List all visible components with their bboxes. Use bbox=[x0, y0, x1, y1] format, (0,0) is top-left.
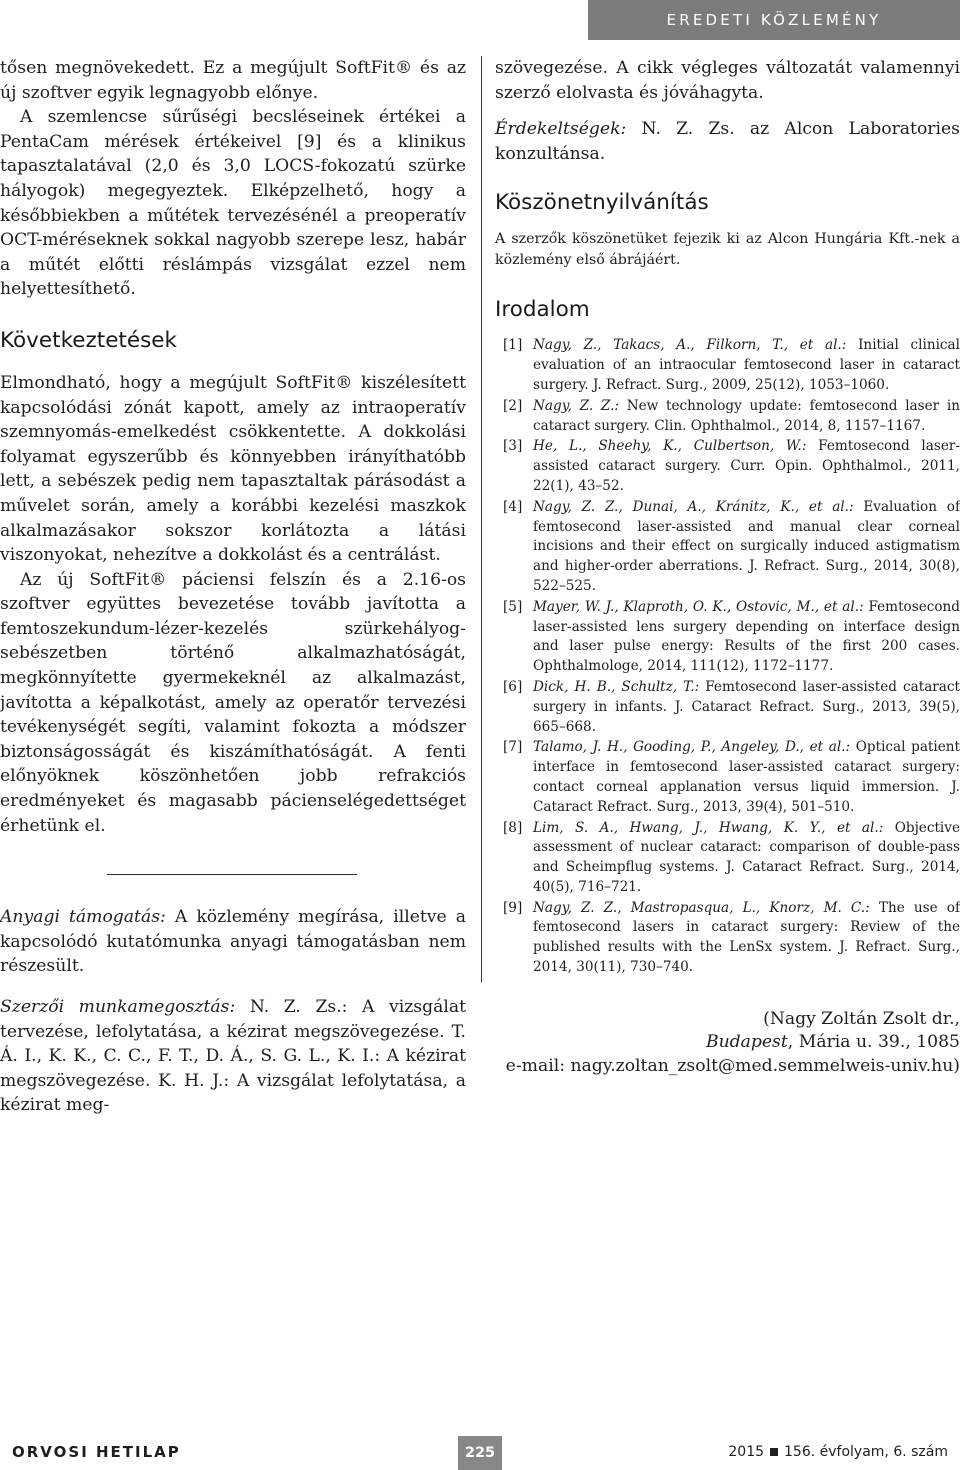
left-column bbox=[0, 56, 466, 1118]
reference-text: Femtosecond laser-assisted cataract surgery. Curr. Opin. Ophthalmol., 2011, 22(1), 43–52. bbox=[533, 438, 960, 494]
address-street: , Mária u. 39., 1085 bbox=[787, 1032, 960, 1053]
reference-number: [4] bbox=[503, 498, 523, 515]
address-email: e-mail: nagy.zoltan_zsolt@med.semmelweis-univ.hu) bbox=[505, 1055, 960, 1076]
interest-label: Érdekeltségek: bbox=[495, 119, 627, 140]
continued-text: szövegezése. A cikk végleges változatát valamennyi szerző elolvasta és jóváhagyta. bbox=[495, 58, 960, 103]
conclusions-heading: Következtetések bbox=[0, 327, 177, 353]
funding-label: Anyagi támogatás: bbox=[0, 907, 166, 928]
reference-authors: Talamo, J. H., Gooding, P., Angeley, D., et al.: bbox=[533, 739, 851, 756]
reference-number: [3] bbox=[503, 438, 523, 455]
issue-info bbox=[728, 1444, 948, 1460]
section-label: EREDETI KÖZLEMÉNY bbox=[588, 0, 960, 40]
reference-item bbox=[495, 738, 960, 817]
paragraph-3: Elmondható, hogy a megújult SoftFit® kiszélesített kapcsolódási zónát kapott, amely az intraoperatív szemnyomás-emelkedést csökkentette. A dokkolási folyamat egyszerűbb és könnyebben irányíthatóbb lett, a sebészek pedig nem tapasztaltak párásodást a művelet során, amely a korábbi kezelési maszkok alkalmazásakor sokszor korlátozta a látási viszonyokat, nehezítve a dokkolást és a centrálást. bbox=[0, 372, 466, 566]
reference-authors: Nagy, Z. Z., Mastropasqua, L., Knorz, M. C.: bbox=[533, 899, 870, 916]
acknowledgement-text: A szerzők köszönetüket fejezik ki az Alcon Hungária Kft.-nek a közlemény első ábrájáért. bbox=[495, 231, 960, 269]
authors-text: N. Z. Zs.: A vizsgálat tervezése, lefolytatása, a kézirat megszövegezése. T. Á. I., K. K., C. C., F. T., D. Á., S. G. L., K. I.: A kézirat megszövegezése. K. H. J.: A vizsgálat lefolytatása, a kézirat meg- bbox=[0, 997, 466, 1116]
reference-text: Evaluation of femtosecond laser-assisted and manual clear corneal incisions and their effect on surgically induced astigmatism and higher-order aberrations. J. Refract. Surg., 2014, 30(8), 522–525. bbox=[533, 498, 960, 594]
reference-authors: Dick, H. B., Schultz, T.: bbox=[533, 678, 700, 695]
reference-number: [7] bbox=[503, 739, 523, 756]
funding-statement bbox=[0, 905, 466, 979]
reference-item bbox=[495, 819, 960, 898]
authors-label: Szerzői munkamegosztás: bbox=[0, 997, 236, 1017]
page-number: 225 bbox=[458, 1436, 502, 1470]
issue-year: 2015 bbox=[728, 1444, 765, 1460]
reference-text: Femtosecond laser-assisted cataract surgery in infants. J. Cataract Refract. Surg., 2013, 39(5), 665–668. bbox=[533, 678, 960, 735]
reference-number: [1] bbox=[503, 337, 523, 354]
reference-text: Objective assessment of nuclear cataract: comparison of double-pass and Scheimpflug systems. J. Cataract Refract. Surg., 2014, 40(5), 716–721. bbox=[533, 819, 960, 895]
reference-text: Femtosecond laser-assisted lens surgery depending on interface design and laser pulse energy: Results of the first 200 cases. Ophthalmologe, 2014, 111(12), 1172–1177. bbox=[533, 598, 960, 675]
reference-authors: He, L., Sheehy, K., Culbertson, W.: bbox=[533, 438, 807, 455]
column-divider bbox=[481, 56, 482, 982]
reference-text: New technology update: femtosecond laser in cataract surgery. Clin. Ophthalmol., 2014, 8, 1157–1167. bbox=[533, 397, 960, 434]
acknowledgement-heading: Köszönetnyilvánítás bbox=[495, 190, 709, 216]
conflict-of-interest bbox=[495, 117, 960, 166]
address-line-1: (Nagy Zoltán Zsolt dr., bbox=[763, 1008, 960, 1029]
reference-authors: Mayer, W. J., Klaproth, O. K., Ostovic, M., et al.: bbox=[533, 598, 864, 615]
reference-item bbox=[495, 678, 960, 737]
reference-authors: Nagy, Z. Z.: bbox=[533, 397, 619, 414]
reference-authors: Lim, S. A., Hwang, J., Hwang, K. Y., et al.: bbox=[533, 819, 884, 836]
issue-volume: 156. évfolyam, 6. szám bbox=[784, 1444, 948, 1460]
reference-item bbox=[495, 899, 960, 978]
address-line-2 bbox=[495, 1031, 960, 1055]
reference-item bbox=[495, 336, 960, 395]
reference-text: The use of femtosecond lasers in cataract surgery: Review of the published results with the LenSx system. J. Refract. Surg., 2014, 30(11), 730–740. bbox=[533, 899, 960, 976]
reference-item bbox=[495, 397, 960, 437]
address-city: Budapest bbox=[705, 1032, 788, 1053]
author-contributions bbox=[0, 995, 466, 1118]
square-bullet-icon bbox=[770, 1448, 778, 1456]
reference-authors: Nagy, Z. Z., Dunai, A., Kránitz, K., et al.: bbox=[533, 498, 854, 515]
page-footer bbox=[0, 1436, 960, 1470]
references-heading: Irodalom bbox=[495, 297, 590, 323]
reference-text: Initial clinical evaluation of an intraocular femtosecond laser in cataract surgery. J. Refract. Surg., 2009, 25(12), 1053–1060. bbox=[533, 337, 960, 393]
paragraph-2: A szemlencse sűrűségi becsléseinek értékei a PentaCam mérések értékeivel [9] és a klinikus tapasztalatával (2,0 és 3,0 LOCS-fokozatú szürke hályogok) megegyeztek. Elképzelhető, hogy a későbbiekben a műtétek tervezésénél a preoperatív OCT-méréseknek sokkal nagyobb szerepe lesz, habár a műtét előtti réslámpás vizsgálat ezzel nem helyettesíthető. bbox=[0, 107, 466, 300]
interest-text: N. Z. Zs. az Alcon Laboratories konzultánsa. bbox=[495, 119, 960, 164]
right-column bbox=[495, 56, 960, 1078]
reference-number: [5] bbox=[503, 598, 523, 615]
separator-line bbox=[107, 874, 357, 875]
correspondence-address bbox=[495, 1008, 960, 1079]
reference-list bbox=[495, 336, 960, 978]
journal-name: ORVOSI HETILAP bbox=[12, 1443, 181, 1461]
reference-text: Optical patient interface in femtosecond laser-assisted cataract surgery: contact corneal applanation versus liquid immersion. J. Cataract Refract. Surg., 2013, 39(4), 501–510. bbox=[533, 739, 960, 815]
reference-item bbox=[495, 437, 960, 496]
paragraph-1: tősen megnövekedett. Ez a megújult SoftFit® és az új szoftver egyik legnagyobb előnye. bbox=[0, 58, 466, 103]
reference-number: [6] bbox=[503, 678, 523, 695]
reference-number: [8] bbox=[503, 819, 523, 836]
reference-item bbox=[495, 598, 960, 677]
reference-number: [2] bbox=[503, 397, 523, 414]
reference-authors: Nagy, Z., Takacs, A., Filkorn, T., et al.: bbox=[533, 337, 847, 354]
reference-number: [9] bbox=[503, 899, 523, 916]
header-band bbox=[0, 0, 960, 42]
paragraph-4: Az új SoftFit® páciensi felszín és a 2.16-os szoftver együttes bevezetése tovább javította a femtoszekundum-lézer-kezelés szürkehályog-sebészetben történő alkalmazhatóságát, megkönnyítette gyermekeknél az alkalmazást, javította a képalkotást, amely az operatőr tervezési tevékenységét segíti, valamint fokozta a módszer biztonságosságát és kiszámíthatóságát. A fenti előnyöknek köszönhetően jobb refrakciós eredményeket és magasabb pácienselégedettséget érhetünk el. bbox=[0, 569, 466, 836]
reference-item bbox=[495, 498, 960, 597]
funding-text: A közlemény megírása, illetve a kapcsolódó kutatómunka anyagi támogatásban nem részesült. bbox=[0, 907, 466, 977]
